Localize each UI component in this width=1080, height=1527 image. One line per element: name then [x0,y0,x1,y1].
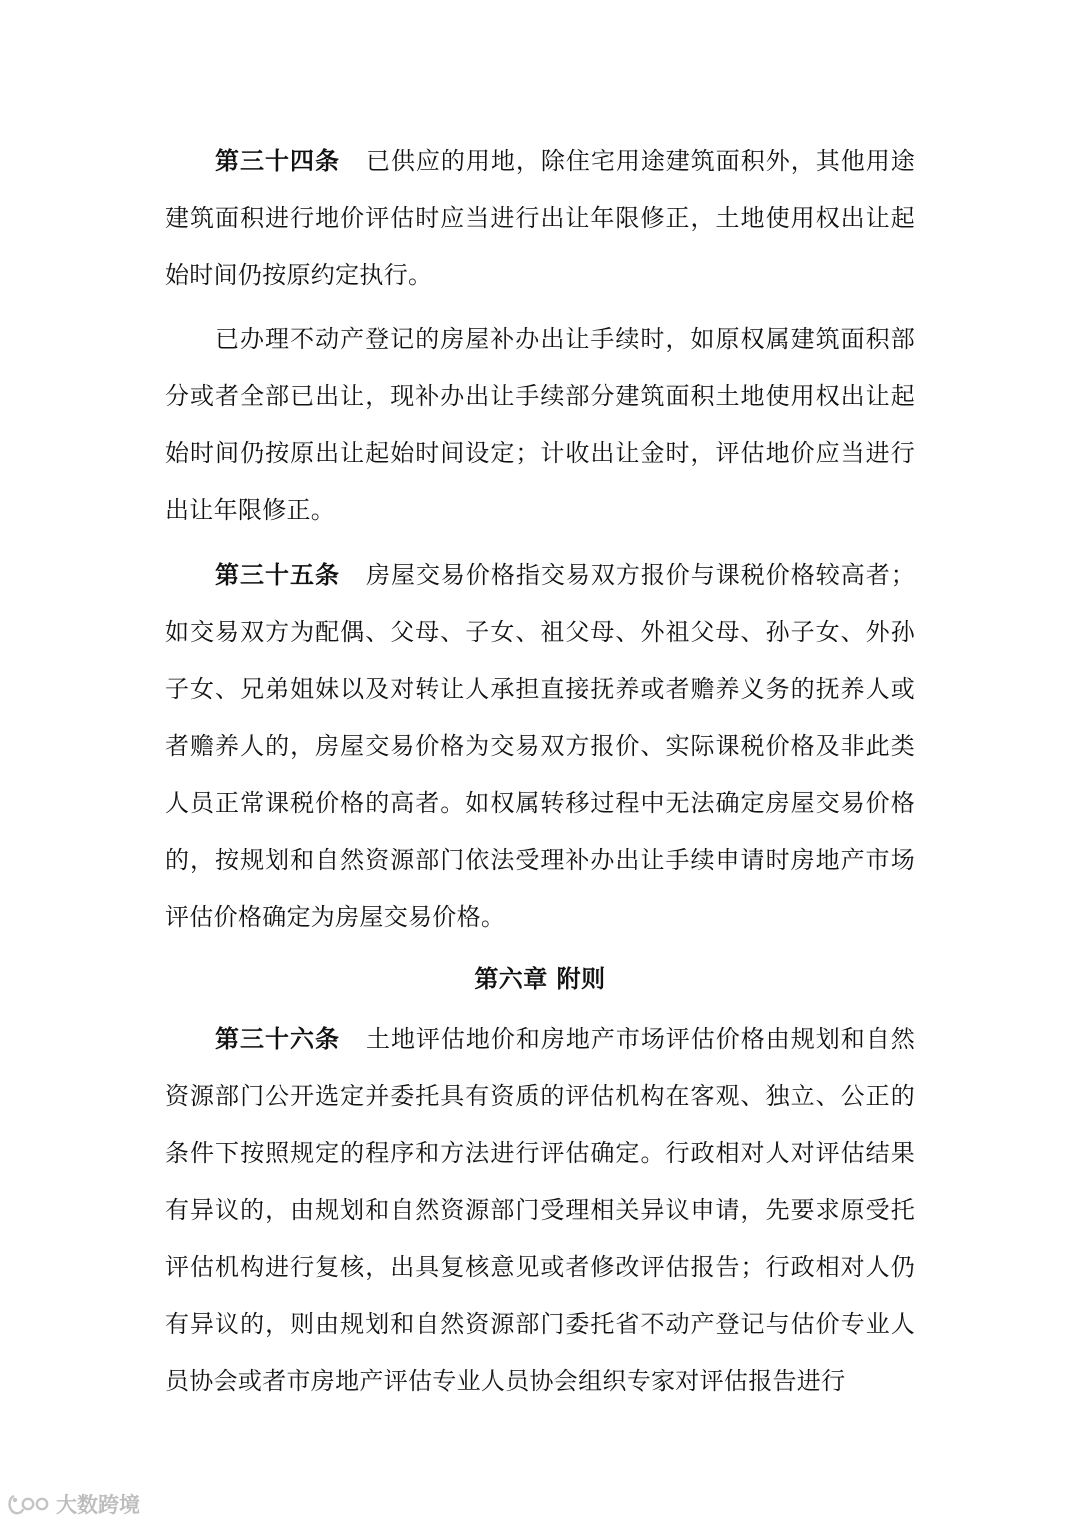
paragraph-text: 土地评估地价和房地产市场评估价格由规划和自然资源部门公开选定并委托具有资质的评估机构在客观、独立、公正的条件下按照规定的程序和方法进行评估确定。行政相对人对评估结果有异议的，由规划和自然资源部门受理相关异议申请，先要求原受托评估机构进行复核，出具复核意见或者修改评估报告；行政相对人仍有异议的，则由规划和自然资源部门委托省不动产登记与估价专业人员协会或者市房地产评估专业人员协会组织专家对评估报告进行 [165,1025,916,1395]
document-page [165,132,915,1410]
article-number: 第三十四条 [215,146,340,175]
paragraph-text: 已办理不动产登记的房屋补办出让手续时，如原权属建筑面积部分或者全部已出让，现补办出让手续部分建筑面积土地使用权出让起始时间仍按原出让起始时间设定；计收出让金时，评估地价应当进行出让年限修正。 [165,325,915,524]
paragraph-text: 已供应的用地，除住宅用途建筑面积外，其他用途建筑面积进行地价评估时应当进行出让年限修正，土地使用权出让起始时间仍按原约定执行。 [165,147,916,289]
article-number: 第三十五条 [215,560,340,589]
paragraph-article-35 [165,546,915,946]
paragraph-article-34-clause-2 [165,311,915,539]
watermark-text: 大数跨境 [56,1493,140,1517]
article-number: 第三十六条 [215,1024,340,1053]
watermark [6,1490,140,1518]
paragraph-text: 房屋交易价格指交易双方报价与课税价格较高者；如交易双方为配偶、父母、子女、祖父母、外祖父母、孙子女、外孙子女、兄弟姐妹以及对转让人承担直接抚养或者赡养义务的抚养人或者赡养人的，房屋交易价格为交易双方报价、实际课税价格及非此类人员正常课税价格的高者。如权属转移过程中无法确定房屋交易价格的，按规划和自然资源部门依法受理补办出让手续申请时房地产市场评估价格确定为房屋交易价格。 [165,561,916,931]
logo-icon [6,1492,52,1516]
paragraph-article-34 [165,132,915,304]
chapter-heading: 第六章 附则 [474,964,606,993]
paragraph-article-36 [165,1010,915,1410]
